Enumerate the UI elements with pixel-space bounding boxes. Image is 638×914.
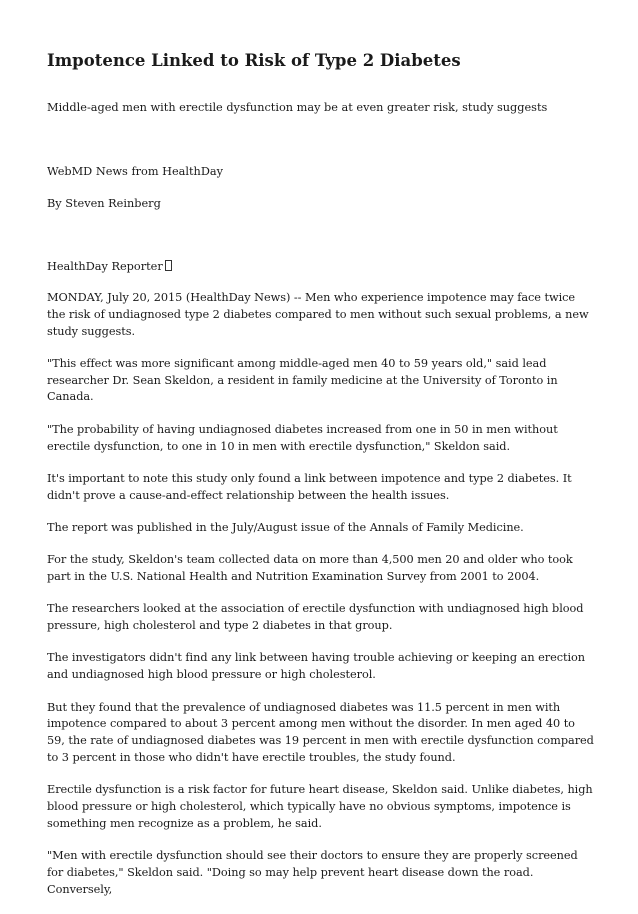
reporter-line: [47, 259, 172, 275]
article-paragraph: For the study, Skeldon's team collected data on more than 4,500 men 20 and older who took part in the U.S. National Health and Nutrition Examination Survey from 2001 to 2004.: [47, 553, 573, 584]
article-subtitle: Middle-aged men with erectile dysfunction may be at even greater risk, study suggests: [47, 101, 548, 114]
article-paragraph: "This effect was more significant among middle-aged men 40 to 59 years old," said lead researcher Dr. Sean Skeldon, a resident in family medicine at the University of Toronto in Canada.: [47, 356, 558, 404]
article-paragraph: "Men with erectile dysfunction should see their doctors to ensure they are properly screened for diabetes," Skeldon said. "Doing so may help prevent heart disease down the road. Conversely,: [47, 849, 578, 896]
article-paragraph: It's important to note this study only found a link between impotence and type 2 diabetes. It didn't prove a cause-and-effect relationship between the health issues.: [47, 471, 572, 502]
article-title: Impotence Linked to Risk of Type 2 Diabetes: [47, 51, 461, 70]
article-paragraph: MONDAY, July 20, 2015 (HealthDay News) -- Men who experience impotence may face twice the risk of undiagnosed type 2 diabetes compared to men without such sexual problems, a new study suggests.: [47, 291, 589, 338]
article-paragraph: The researchers looked at the association of erectile dysfunction with undiagnosed high blood pressure, high cholesterol and type 2 diabetes in that group.: [47, 602, 584, 633]
article-paragraph: "The probability of having undiagnosed diabetes increased from one in 50 in men without erectile dysfunction, to one in 10 in men with erectile dysfunction," Skeldon said.: [47, 422, 558, 453]
article-paragraph: The report was published in the July/August issue of the Annals of Family Medicine.: [47, 520, 524, 534]
reporter-label: HealthDay Reporter: [47, 260, 163, 273]
article-byline: By Steven Reinberg: [47, 197, 161, 210]
article-source: WebMD News from HealthDay: [47, 165, 224, 178]
article-paragraph: Erectile dysfunction is a risk factor for future heart disease, Skeldon said. Unlike diabetes, high blood pressure or high cholesterol, which typically have no obvious symptoms, impotence is something men recognize as a problem, he said.: [47, 783, 593, 830]
article-paragraph: The investigators didn't find any link between having trouble achieving or keeping an erection and undiagnosed high blood pressure or high cholesterol.: [47, 651, 586, 682]
article-body: [47, 290, 595, 914]
article-paragraph: But they found that the prevalence of undiagnosed diabetes was 11.5 percent in men with impotence compared to about 3 percent among men without the disorder. In men aged 40 to 59, the rate of undiagnosed diabetes was 19 percent in men with erectile dysfunction compared to 3 percent in those who didn't have erectile troubles, the study found.: [47, 700, 594, 764]
missing-glyph-icon: [165, 260, 172, 271]
